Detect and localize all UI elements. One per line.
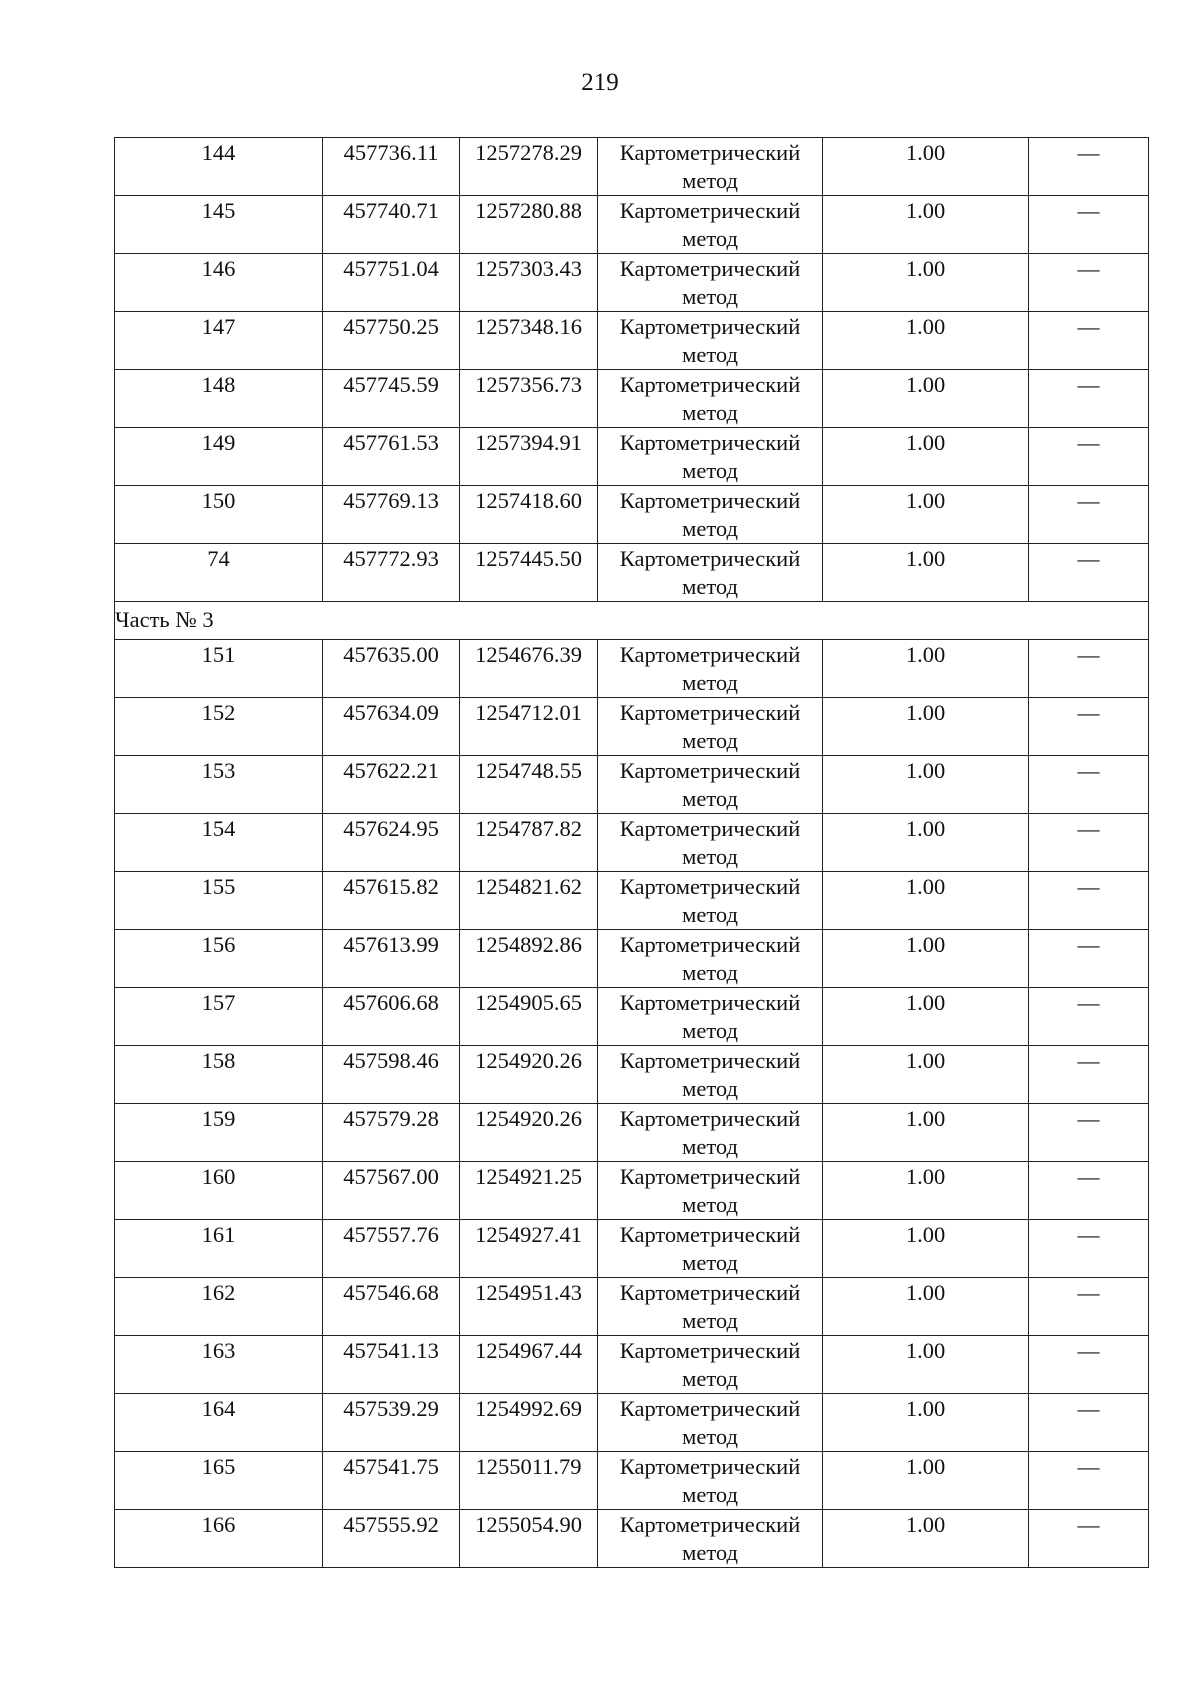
method-cell [598,312,823,370]
table-row [115,486,1149,544]
point-number-cell: 164 [115,1394,323,1452]
method-cell [598,1220,823,1278]
method-cell [598,196,823,254]
x-coordinate-cell: 457745.59 [323,370,460,428]
x-coordinate-cell: 457555.92 [323,1510,460,1568]
table-row [115,544,1149,602]
method-line-2: метод [682,168,738,193]
table-row [115,1046,1149,1104]
note-cell: — [1029,312,1149,370]
method-line-1: Картометрический [619,314,801,339]
accuracy-cell: 1.00 [823,1394,1029,1452]
table-row [115,1220,1149,1278]
table-row [115,196,1149,254]
y-coordinate-cell: 1257278.29 [460,138,598,196]
x-coordinate-cell: 457634.09 [323,698,460,756]
coordinates-table-body [115,138,1149,1568]
note-cell: — [1029,1046,1149,1104]
method-line-2: метод [682,670,738,695]
method-cell [598,930,823,988]
note-cell: — [1029,544,1149,602]
method-cell [598,698,823,756]
x-coordinate-cell: 457541.13 [323,1336,460,1394]
y-coordinate-cell: 1257348.16 [460,312,598,370]
x-coordinate-cell: 457613.99 [323,930,460,988]
accuracy-cell: 1.00 [823,1336,1029,1394]
method-line-2: метод [682,1366,738,1391]
y-coordinate-cell: 1254905.65 [460,988,598,1046]
y-coordinate-cell: 1254967.44 [460,1336,598,1394]
page-number: 219 [581,69,619,96]
note-cell: — [1029,988,1149,1046]
method-line-2: метод [682,1482,738,1507]
accuracy-cell: 1.00 [823,872,1029,930]
point-number-cell: 165 [115,1452,323,1510]
method-line-1: Картометрический [619,1280,801,1305]
note-cell: — [1029,254,1149,312]
method-line-1: Картометрический [619,1512,801,1537]
method-line-2: метод [682,1018,738,1043]
table-row [115,138,1149,196]
accuracy-cell: 1.00 [823,756,1029,814]
table-row [115,988,1149,1046]
y-coordinate-cell: 1254892.86 [460,930,598,988]
table-row [115,640,1149,698]
y-coordinate-cell: 1254748.55 [460,756,598,814]
point-number-cell: 162 [115,1278,323,1336]
point-number-cell: 148 [115,370,323,428]
method-cell [598,1336,823,1394]
x-coordinate-cell: 457736.11 [323,138,460,196]
accuracy-cell: 1.00 [823,1510,1029,1568]
accuracy-cell: 1.00 [823,698,1029,756]
y-coordinate-cell: 1257280.88 [460,196,598,254]
table-row [115,814,1149,872]
method-line-1: Картометрический [619,488,801,513]
x-coordinate-cell: 457751.04 [323,254,460,312]
x-coordinate-cell: 457546.68 [323,1278,460,1336]
note-cell: — [1029,640,1149,698]
accuracy-cell: 1.00 [823,1452,1029,1510]
method-line-2: метод [682,284,738,309]
method-line-1: Картометрический [619,546,801,571]
accuracy-cell: 1.00 [823,930,1029,988]
method-line-2: метод [682,574,738,599]
method-line-1: Картометрический [619,372,801,397]
point-number-cell: 150 [115,486,323,544]
method-cell [598,872,823,930]
x-coordinate-cell: 457598.46 [323,1046,460,1104]
method-cell [598,428,823,486]
x-coordinate-cell: 457635.00 [323,640,460,698]
method-line-2: метод [682,902,738,927]
y-coordinate-cell: 1255011.79 [460,1452,598,1510]
note-cell: — [1029,196,1149,254]
method-line-2: метод [682,1424,738,1449]
accuracy-cell: 1.00 [823,370,1029,428]
accuracy-cell: 1.00 [823,254,1029,312]
accuracy-cell: 1.00 [823,1220,1029,1278]
y-coordinate-cell: 1254992.69 [460,1394,598,1452]
accuracy-cell: 1.00 [823,312,1029,370]
note-cell: — [1029,1336,1149,1394]
method-cell [598,1046,823,1104]
method-cell [598,1278,823,1336]
accuracy-cell: 1.00 [823,988,1029,1046]
method-line-1: Картометрический [619,700,801,725]
note-cell: — [1029,1394,1149,1452]
point-number-cell: 158 [115,1046,323,1104]
x-coordinate-cell: 457567.00 [323,1162,460,1220]
method-cell [598,1104,823,1162]
method-line-1: Картометрический [619,198,801,223]
y-coordinate-cell: 1254712.01 [460,698,598,756]
note-cell: — [1029,756,1149,814]
method-cell [598,1452,823,1510]
method-line-2: метод [682,1250,738,1275]
method-line-2: метод [682,458,738,483]
table-row [115,1510,1149,1568]
point-number-cell: 145 [115,196,323,254]
method-cell [598,814,823,872]
method-cell [598,640,823,698]
point-number-cell: 159 [115,1104,323,1162]
method-cell [598,370,823,428]
note-cell: — [1029,428,1149,486]
y-coordinate-cell: 1257394.91 [460,428,598,486]
y-coordinate-cell: 1254951.43 [460,1278,598,1336]
note-cell: — [1029,1278,1149,1336]
table-row [115,756,1149,814]
x-coordinate-cell: 457624.95 [323,814,460,872]
y-coordinate-cell: 1257418.60 [460,486,598,544]
note-cell: — [1029,138,1149,196]
y-coordinate-cell: 1254821.62 [460,872,598,930]
method-line-1: Картометрический [619,816,801,841]
point-number-cell: 153 [115,756,323,814]
method-line-2: метод [682,516,738,541]
note-cell: — [1029,1452,1149,1510]
table-row [115,1394,1149,1452]
point-number-cell: 144 [115,138,323,196]
note-cell: — [1029,930,1149,988]
method-line-2: метод [682,1134,738,1159]
note-cell: — [1029,698,1149,756]
x-coordinate-cell: 457557.76 [323,1220,460,1278]
method-line-1: Картометрический [619,1048,801,1073]
method-line-1: Картометрический [619,932,801,957]
point-number-cell: 161 [115,1220,323,1278]
method-line-1: Картометрический [619,1338,801,1363]
method-line-1: Картометрический [619,1106,801,1131]
x-coordinate-cell: 457579.28 [323,1104,460,1162]
accuracy-cell: 1.00 [823,1104,1029,1162]
point-number-cell: 74 [115,544,323,602]
x-coordinate-cell: 457769.13 [323,486,460,544]
method-cell [598,1394,823,1452]
table-row [115,1452,1149,1510]
y-coordinate-cell: 1257356.73 [460,370,598,428]
point-number-cell: 147 [115,312,323,370]
x-coordinate-cell: 457761.53 [323,428,460,486]
x-coordinate-cell: 457772.93 [323,544,460,602]
point-number-cell: 154 [115,814,323,872]
x-coordinate-cell: 457740.71 [323,196,460,254]
accuracy-cell: 1.00 [823,814,1029,872]
table-row [115,930,1149,988]
table-row [115,370,1149,428]
method-line-2: метод [682,1076,738,1101]
method-line-1: Картометрический [619,990,801,1015]
method-cell [598,486,823,544]
y-coordinate-cell: 1255054.90 [460,1510,598,1568]
method-line-1: Картометрический [619,874,801,899]
table-row [115,312,1149,370]
table-row [115,1104,1149,1162]
y-coordinate-cell: 1257303.43 [460,254,598,312]
method-line-1: Картометрический [619,1222,801,1247]
table-row [115,254,1149,312]
method-line-1: Картометрический [619,642,801,667]
method-line-1: Картометрический [619,430,801,455]
coordinates-table [114,137,1149,1568]
point-number-cell: 152 [115,698,323,756]
method-cell [598,138,823,196]
table-row [115,1336,1149,1394]
point-number-cell: 157 [115,988,323,1046]
method-line-1: Картометрический [619,1454,801,1479]
point-number-cell: 151 [115,640,323,698]
note-cell: — [1029,814,1149,872]
method-line-2: метод [682,728,738,753]
point-number-cell: 166 [115,1510,323,1568]
method-cell [598,1162,823,1220]
method-cell [598,1510,823,1568]
method-line-1: Картометрический [619,758,801,783]
section-label: Часть № 3 [115,602,1149,640]
accuracy-cell: 1.00 [823,138,1029,196]
point-number-cell: 146 [115,254,323,312]
table-row [115,1278,1149,1336]
method-cell [598,544,823,602]
method-line-2: метод [682,786,738,811]
x-coordinate-cell: 457615.82 [323,872,460,930]
table-row [115,1162,1149,1220]
table-row [115,428,1149,486]
section-header-row [115,602,1149,640]
x-coordinate-cell: 457750.25 [323,312,460,370]
method-line-1: Картометрический [619,256,801,281]
y-coordinate-cell: 1257445.50 [460,544,598,602]
accuracy-cell: 1.00 [823,1046,1029,1104]
point-number-cell: 163 [115,1336,323,1394]
note-cell: — [1029,1162,1149,1220]
method-line-2: метод [682,960,738,985]
table-row [115,872,1149,930]
accuracy-cell: 1.00 [823,428,1029,486]
y-coordinate-cell: 1254920.26 [460,1046,598,1104]
method-line-2: метод [682,1540,738,1565]
note-cell: — [1029,872,1149,930]
accuracy-cell: 1.00 [823,544,1029,602]
x-coordinate-cell: 457606.68 [323,988,460,1046]
y-coordinate-cell: 1254787.82 [460,814,598,872]
method-line-2: метод [682,226,738,251]
y-coordinate-cell: 1254927.41 [460,1220,598,1278]
method-cell [598,988,823,1046]
x-coordinate-cell: 457541.75 [323,1452,460,1510]
method-line-1: Картометрический [619,140,801,165]
method-line-2: метод [682,400,738,425]
x-coordinate-cell: 457539.29 [323,1394,460,1452]
method-line-1: Картометрический [619,1164,801,1189]
y-coordinate-cell: 1254676.39 [460,640,598,698]
accuracy-cell: 1.00 [823,486,1029,544]
method-cell [598,254,823,312]
table-row [115,698,1149,756]
method-line-2: метод [682,1192,738,1217]
point-number-cell: 156 [115,930,323,988]
point-number-cell: 149 [115,428,323,486]
note-cell: — [1029,1510,1149,1568]
accuracy-cell: 1.00 [823,1278,1029,1336]
method-cell [598,756,823,814]
note-cell: — [1029,1220,1149,1278]
method-line-2: метод [682,1308,738,1333]
x-coordinate-cell: 457622.21 [323,756,460,814]
point-number-cell: 160 [115,1162,323,1220]
accuracy-cell: 1.00 [823,1162,1029,1220]
point-number-cell: 155 [115,872,323,930]
method-line-1: Картометрический [619,1396,801,1421]
accuracy-cell: 1.00 [823,640,1029,698]
method-line-2: метод [682,342,738,367]
accuracy-cell: 1.00 [823,196,1029,254]
y-coordinate-cell: 1254920.26 [460,1104,598,1162]
note-cell: — [1029,1104,1149,1162]
note-cell: — [1029,486,1149,544]
note-cell: — [1029,370,1149,428]
method-line-2: метод [682,844,738,869]
y-coordinate-cell: 1254921.25 [460,1162,598,1220]
